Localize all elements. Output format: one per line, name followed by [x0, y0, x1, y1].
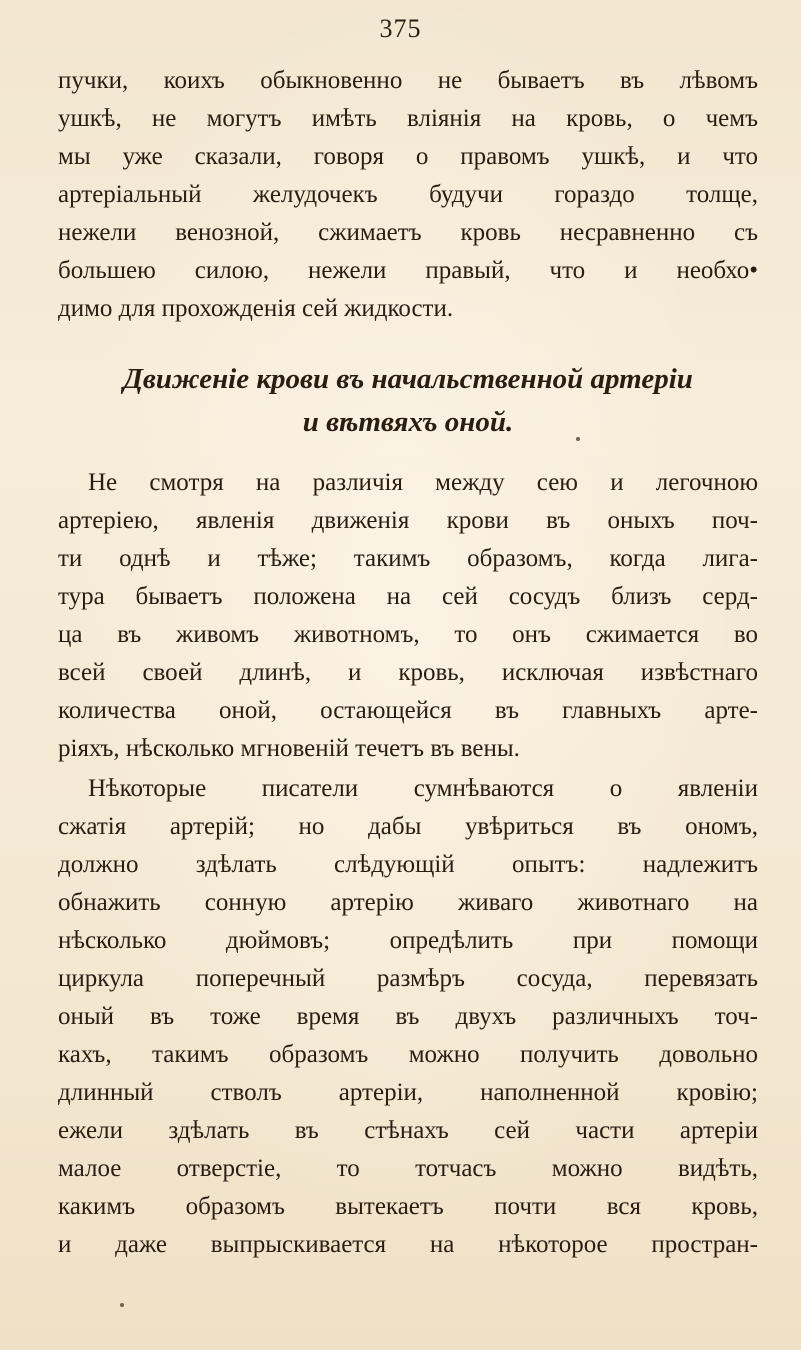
text-line: количества оной, остающейся въ главныхъ арте- — [58, 697, 758, 724]
text-line: какимъ образомъ вытекаетъ почти вся кровь, — [58, 1193, 758, 1220]
text-line: длинный стволъ артеріи, наполненной кровію; — [58, 1079, 758, 1106]
text-line: ца въ живомъ животномъ, то онъ сжимается во — [58, 621, 758, 648]
text-line: циркула поперечный размѣръ сосуда, перевязать — [58, 965, 758, 992]
text-line: нежели венозной, сжимаетъ кровь несравненно съ — [58, 219, 758, 246]
text-line: сжатія артерій; но дабы увѣриться въ ономъ, — [58, 813, 758, 840]
print-speck — [576, 437, 580, 441]
text-line: нѣсколько дюймовъ; опредѣлить при помощи — [58, 927, 758, 954]
print-speck — [120, 1303, 124, 1307]
text-line: артеріальный желудочекъ будучи гораздо толще, — [58, 181, 758, 208]
text-line: оный въ тоже время въ двухъ различныхъ точ- — [58, 1003, 758, 1030]
text-line: большею силою, нежели правый, что и необхо• — [58, 257, 758, 284]
page-number: 375 — [379, 14, 422, 43]
text-line: мы уже сказали, говоря о правомъ ушкѣ, и что — [58, 143, 758, 170]
text-line: кахъ, такимъ образомъ можно получить довольно — [58, 1041, 758, 1068]
text-line: артеріею, явленія движенія крови въ оныхъ поч- — [58, 507, 758, 534]
text-line: всей своей длинѣ, и кровь, исключая извѣстнаго — [58, 659, 758, 686]
text-line: ежели здѣлать въ стѣнахъ сей части артеріи — [58, 1117, 758, 1144]
text-line: Нѣкоторые писатели сумнѣваются о явленіи — [88, 775, 758, 802]
paragraph-3 — [58, 770, 758, 1264]
text-line: ти однѣ и тѣже; такимъ образомъ, когда лига- — [58, 545, 758, 572]
text-line: пучки, коихъ обыкновенно не бываетъ въ лѣвомъ — [58, 67, 758, 94]
heading-line: Движеніе крови въ начальственной артеріи — [123, 363, 693, 395]
text-line: должно здѣлать слѣдующій опытъ: надлежитъ — [58, 851, 758, 878]
text-line: ушкѣ, не могутъ имѣть вліянія на кровь, о чемъ — [58, 105, 758, 132]
text-line: димо для прохожденія сей жидкости. — [58, 295, 454, 322]
paragraph-2 — [58, 464, 758, 768]
text-line: ріяхъ, нѣсколько мгновеній течетъ въ вены. — [58, 735, 520, 762]
text-line: обнажить сонную артерію живаго животнаго на — [58, 889, 758, 916]
text-line: Не смотря на различія между сею и легочною — [88, 469, 758, 496]
heading-line: и вѣтвяхъ оной. — [302, 406, 514, 438]
top-paragraph — [58, 62, 758, 328]
text-line: малое отверстіе, то тотчасъ можно видѣть, — [58, 1155, 758, 1182]
section-heading — [58, 358, 758, 444]
text-line: и даже выпрыскивается на нѣкоторое простран- — [58, 1231, 758, 1258]
text-line: тура бываетъ положена на сей сосудъ близъ серд- — [58, 583, 758, 610]
